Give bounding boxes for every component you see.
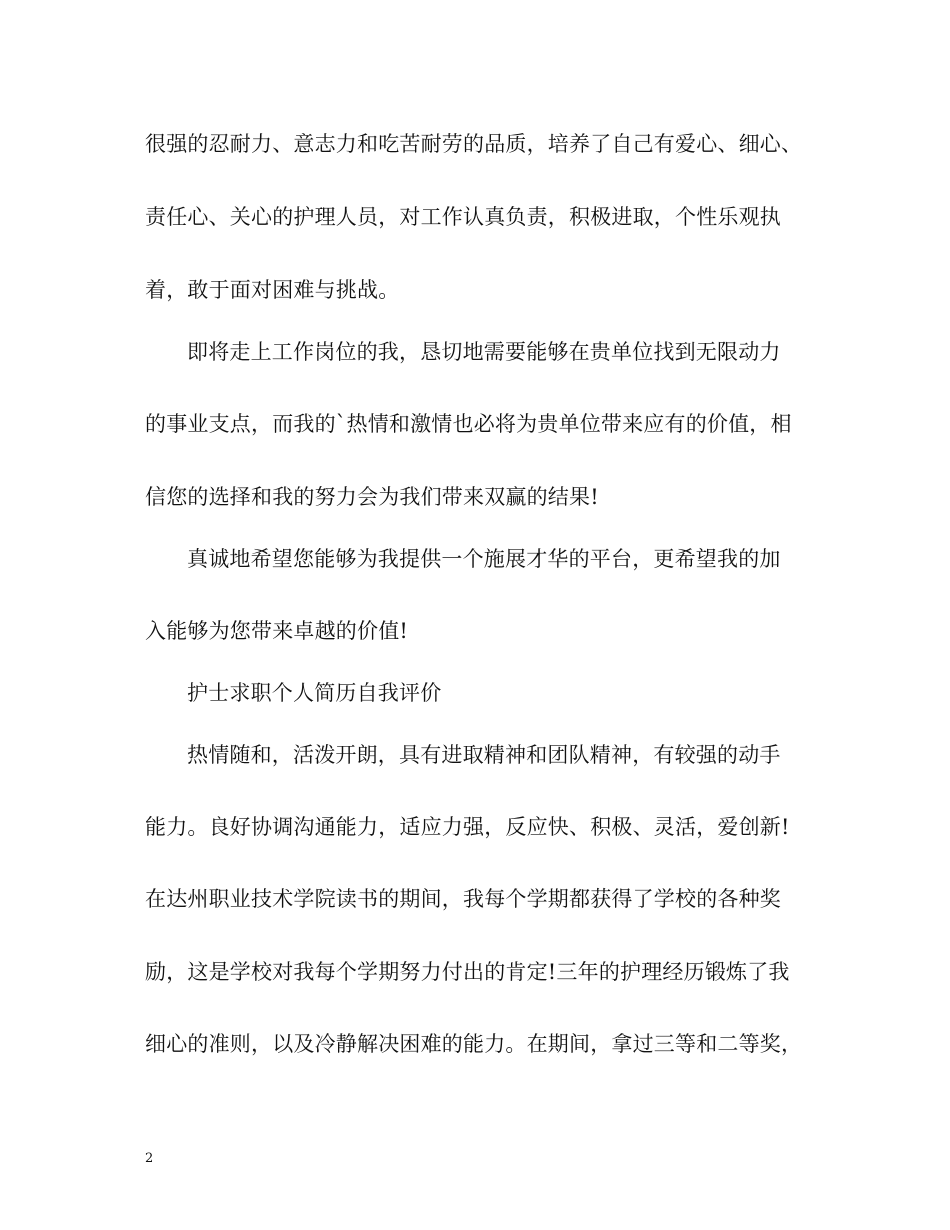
text-line: 信您的选择和我的努力会为我们带来双赢的结果! bbox=[145, 485, 599, 509]
section-heading: 护士求职个人简历自我评价 bbox=[187, 681, 442, 705]
text-line: 着，敢于面对困难与挑战。 bbox=[145, 278, 400, 302]
text-line: 在达州职业技术学院读书的期间，我每个学期都获得了学校的各种奖 bbox=[145, 887, 781, 911]
text-line: 能力。良好协调沟通能力，适应力强，反应快、积极、灵活，爱创新! bbox=[145, 815, 790, 839]
text-line: 入能够为您带来卓越的价值! bbox=[145, 619, 409, 643]
paragraph-start-line: 即将走上工作岗位的我，恳切地需要能够在贵单位找到无限动力 bbox=[187, 340, 781, 364]
text-line: 的事业支点，而我的`热情和激情也必将为贵单位带来应有的价值，相 bbox=[145, 412, 792, 436]
text-line: 责任心、关心的护理人员，对工作认真负责，积极进取，个性乐观执 bbox=[145, 205, 781, 229]
text-line: 励，这是学校对我每个学期努力付出的肯定!三年的护理经历锻炼了我 bbox=[145, 960, 790, 984]
paragraph-start-line: 热情随和，活泼开朗，具有进取精神和团队精神，有较强的动手 bbox=[187, 743, 781, 767]
page-number: 2 bbox=[145, 1151, 154, 1166]
text-line: 很强的忍耐力、意志力和吃苦耐劳的品质，培养了自己有爱心、细心、 bbox=[145, 132, 803, 156]
text-line: 细心的准则，以及冷静解决困难的能力。在期间，拿过三等和二等奖， bbox=[145, 1032, 803, 1056]
paragraph-start-line: 真诚地希望您能够为我提供一个施展才华的平台，更希望我的加 bbox=[187, 547, 781, 571]
